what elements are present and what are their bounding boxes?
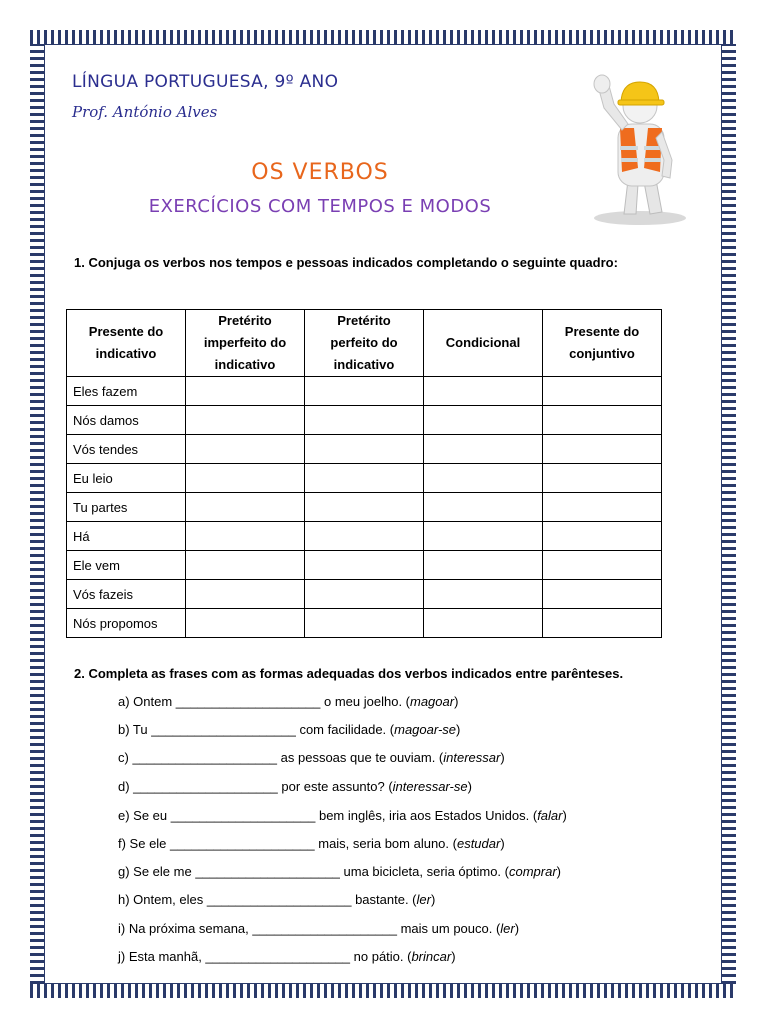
table-header: Pretérito perfeito do indicativo: [305, 310, 424, 377]
answer-cell[interactable]: [186, 580, 305, 609]
exercise-d[interactable]: d) ____________________ por este assunto? (interessar-se): [118, 779, 472, 794]
table-header: Presente do conjuntivo: [543, 310, 662, 377]
answer-cell[interactable]: [543, 609, 662, 638]
answer-cell[interactable]: [424, 609, 543, 638]
exercise-a[interactable]: a) Ontem ____________________ o meu joelho. (magoar): [118, 694, 459, 709]
answer-cell[interactable]: [305, 493, 424, 522]
page-subtitle: EXERCÍCIOS COM TEMPOS E MODOS: [148, 196, 492, 217]
answer-cell[interactable]: [543, 464, 662, 493]
answer-cell[interactable]: [543, 522, 662, 551]
answer-cell[interactable]: [543, 580, 662, 609]
table-header: Condicional: [424, 310, 543, 377]
exercise-g[interactable]: g) Se ele me ____________________ uma bicicleta, seria óptimo. (comprar): [118, 864, 562, 879]
row-label: Eu leio: [67, 464, 186, 493]
answer-cell[interactable]: [305, 580, 424, 609]
row-label: Nós propomos: [67, 609, 186, 638]
row-label: Há: [67, 522, 186, 551]
answer-cell[interactable]: [305, 464, 424, 493]
row-label: Vós tendes: [67, 435, 186, 464]
exercise-h[interactable]: h) Ontem, eles ____________________ bastante. (ler): [118, 892, 436, 907]
table-row: [67, 435, 662, 464]
construction-worker-figure-icon: [578, 68, 698, 228]
answer-cell[interactable]: [424, 435, 543, 464]
answer-cell[interactable]: [543, 377, 662, 406]
answer-cell[interactable]: [424, 493, 543, 522]
answer-cell[interactable]: [186, 377, 305, 406]
row-label: Vós fazeis: [67, 580, 186, 609]
table-row: [67, 406, 662, 435]
answer-cell[interactable]: [305, 435, 424, 464]
table-row: [67, 522, 662, 551]
answer-cell[interactable]: [305, 377, 424, 406]
question-1: 1. Conjuga os verbos nos tempos e pessoas indicados completando o seguinte quadro:: [74, 255, 618, 270]
teacher-name: Prof. António Alves: [72, 103, 218, 121]
answer-cell[interactable]: [186, 464, 305, 493]
exercise-i[interactable]: i) Na próxima semana, ____________________ mais um pouco. (ler): [118, 921, 520, 936]
answer-cell[interactable]: [186, 551, 305, 580]
table-row: [67, 580, 662, 609]
row-label: Eles fazem: [67, 377, 186, 406]
answer-cell[interactable]: [424, 551, 543, 580]
answer-cell[interactable]: [186, 522, 305, 551]
answer-cell[interactable]: [305, 406, 424, 435]
exercise-b[interactable]: b) Tu ____________________ com facilidade. (magoar-se): [118, 722, 461, 737]
answer-cell[interactable]: [424, 464, 543, 493]
answer-cell[interactable]: [186, 493, 305, 522]
answer-cell[interactable]: [543, 493, 662, 522]
answer-cell[interactable]: [305, 609, 424, 638]
answer-cell[interactable]: [305, 522, 424, 551]
answer-cell[interactable]: [424, 377, 543, 406]
table-row: [67, 493, 662, 522]
answer-cell[interactable]: [543, 551, 662, 580]
row-label: Nós damos: [67, 406, 186, 435]
answer-cell[interactable]: [186, 609, 305, 638]
answer-cell[interactable]: [424, 406, 543, 435]
conjugation-table: [66, 309, 662, 638]
exercise-c[interactable]: c) ____________________ as pessoas que te ouviam. (interessar): [118, 750, 505, 765]
row-label: Tu partes: [67, 493, 186, 522]
answer-cell[interactable]: [543, 435, 662, 464]
exercise-e[interactable]: e) Se eu ____________________ bem inglês, iria aos Estados Unidos. (falar): [118, 808, 567, 823]
exercise-f[interactable]: f) Se ele ____________________ mais, seria bom aluno. (estudar): [118, 836, 505, 851]
table-row: [67, 377, 662, 406]
answer-cell[interactable]: [543, 406, 662, 435]
table-header: Presente do indicativo: [67, 310, 186, 377]
table-row: [67, 551, 662, 580]
answer-cell[interactable]: [305, 551, 424, 580]
answer-cell[interactable]: [186, 406, 305, 435]
exercise-j[interactable]: j) Esta manhã, ____________________ no pátio. (brincar): [118, 949, 456, 964]
table-row: [67, 464, 662, 493]
answer-cell[interactable]: [424, 580, 543, 609]
question-2: 2. Completa as frases com as formas adequadas dos verbos indicados entre parênteses.: [74, 666, 624, 681]
row-label: Ele vem: [67, 551, 186, 580]
answer-cell[interactable]: [424, 522, 543, 551]
page-title: OS VERBOS: [251, 160, 389, 185]
table-row: [67, 609, 662, 638]
answer-cell[interactable]: [186, 435, 305, 464]
table-header: Pretérito imperfeito do indicativo: [186, 310, 305, 377]
subject-header: LÍNGUA PORTUGUESA, 9º ANO: [72, 72, 339, 92]
